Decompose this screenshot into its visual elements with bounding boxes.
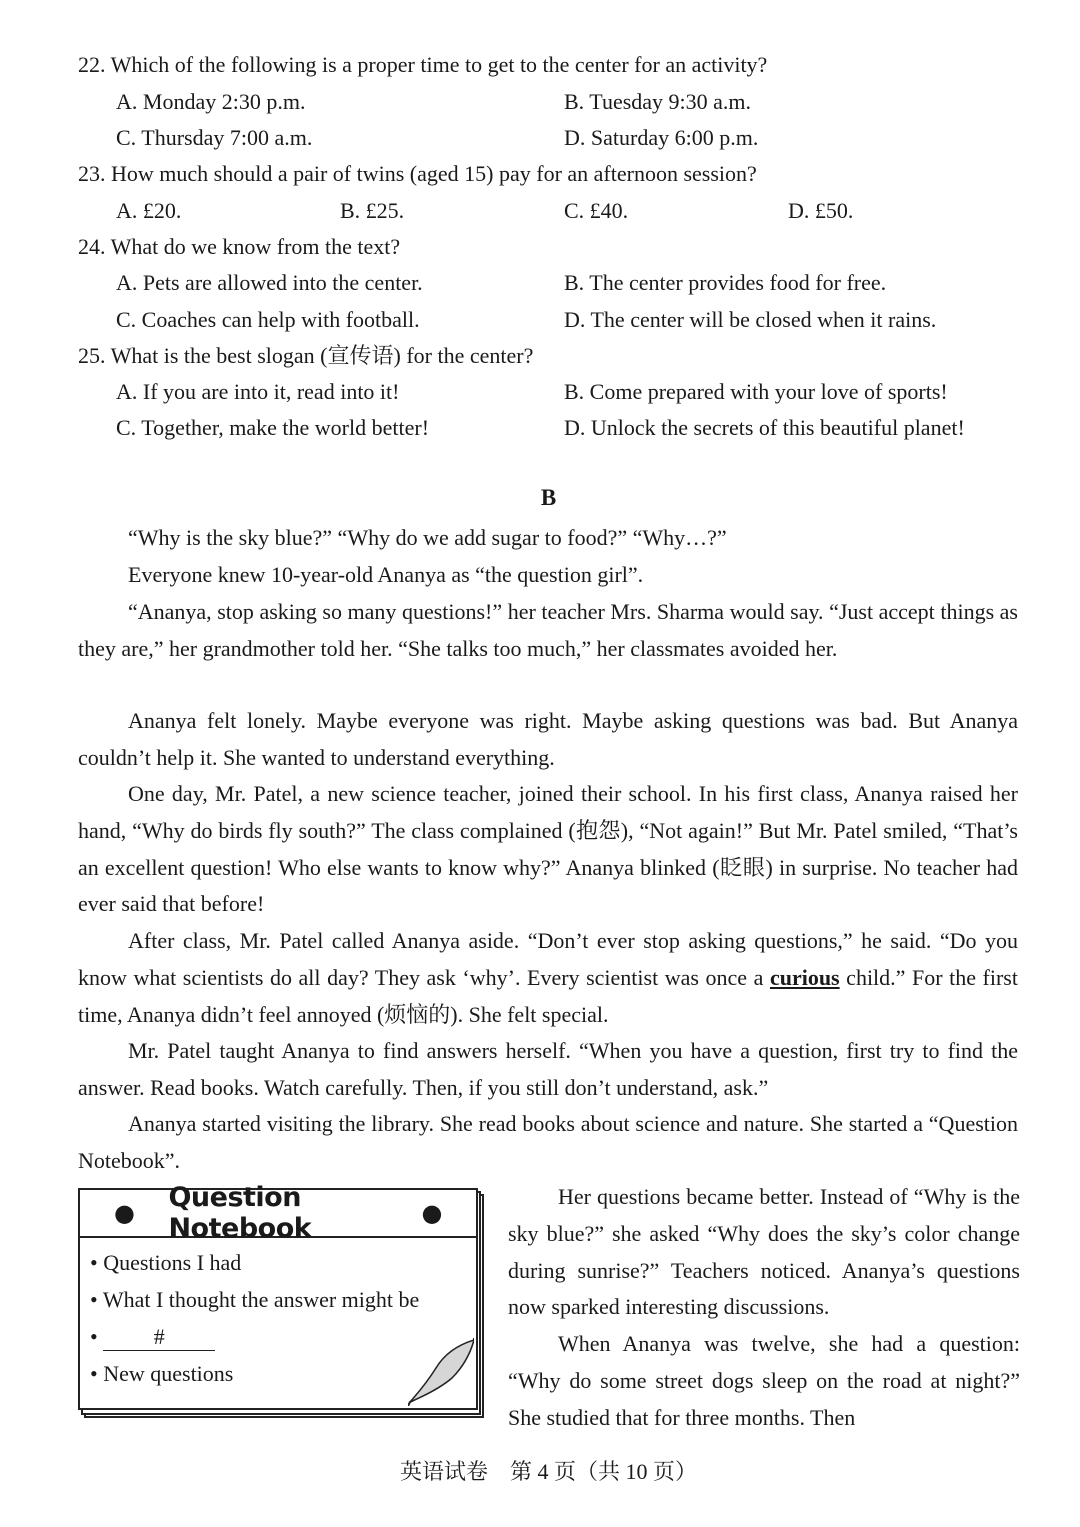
- question-25-option-a: A. If you are into it, read into it!: [116, 379, 400, 404]
- bullet-icon: ●: [421, 1199, 442, 1227]
- passage-paragraph: One day, Mr. Patel, a new science teacher, joined their school. In his first class, Ananya raised her hand, “Why do birds fly south?” The class complained (抱怨), “Not again!” But Mr. Patel smiled, “That’s an excellent question! Who else wants to know why?” Ananya blinked (眨眼) in surprise. No teacher had ever said that before!: [78, 781, 1018, 917]
- notebook-item-label: Questions I had: [103, 1250, 242, 1275]
- notebook-item-label: What I thought the answer might be: [102, 1287, 420, 1312]
- passage-paragraph: “Ananya, stop asking so many questions!” her teacher Mrs. Sharma would say. “Just accept things as they are,” her grandmother told her. “She talks too much,” her classmates avoided her.: [78, 599, 1018, 661]
- question-22-option-d: D. Saturday 6:00 p.m.: [564, 125, 759, 150]
- page-curl-icon: [408, 1338, 474, 1406]
- notebook-title: Question Notebook: [168, 1182, 312, 1244]
- question-25-option-d: D. Unlock the secrets of this beautiful planet!: [564, 415, 965, 440]
- passage-paragraph: Ananya felt lonely. Maybe everyone was right. Maybe asking questions was bad. But Ananya couldn’t help it. She wanted to understand everything.: [78, 708, 1018, 770]
- question-notebook-figure: [78, 1182, 480, 1416]
- passage-paragraph: “Why is the sky blue?” “Why do we add sugar to food?” “Why…?”: [128, 525, 727, 550]
- notebook-item: • What I thought the answer might be: [90, 1287, 420, 1312]
- question-24-stem: 24. What do we know from the text?: [78, 234, 401, 259]
- notebook-item-label: New questions: [103, 1361, 234, 1386]
- question-22-option-a: A. Monday 2:30 p.m.: [116, 89, 306, 114]
- question-24-option-b: B. The center provides food for free.: [564, 270, 887, 295]
- question-25-stem: 25. What is the best slogan (宣传语) for the center?: [78, 343, 534, 368]
- question-22-option-c: C. Thursday 7:00 a.m.: [116, 125, 313, 150]
- question-24-option-a: A. Pets are allowed into the center.: [116, 270, 423, 295]
- notebook-item: • Questions I had: [90, 1250, 242, 1275]
- notebook-item: • New questions: [90, 1361, 234, 1386]
- passage-paragraph: Her questions became better. Instead of “Why is the sky blue?” she asked “Why does the sky’s color change during sunrise?” Teachers noticed. Ananya’s questions now sparked interesting discussions.: [508, 1184, 1020, 1320]
- notebook-item-blank: • #: [90, 1318, 476, 1355]
- passage-paragraph-after-class: [78, 923, 1018, 1033]
- bullet-icon: ●: [114, 1199, 135, 1227]
- section-b-title: B: [540, 485, 557, 510]
- question-23-option-c: C. £40.: [564, 198, 629, 223]
- question-24-option-d: D. The center will be closed when it rains.: [564, 307, 937, 332]
- passage-paragraph: Ananya started visiting the library. She read books about science and nature. She started a “Question Notebook”.: [78, 1111, 1018, 1173]
- question-23-option-b: B. £25.: [340, 198, 405, 223]
- question-23-option-a: A. £20.: [116, 198, 182, 223]
- question-25-option-c: C. Together, make the world better!: [116, 415, 430, 440]
- paragraph-text: After class, Mr. Patel called Ananya aside. “Don’t ever stop asking questions,” he said. “Do you know what scientists do all day? They ask ‘why’. Every scientist was once a: [78, 928, 1018, 990]
- question-23-stem: 23. How much should a pair of twins (aged 15) pay for an afternoon session?: [78, 161, 757, 186]
- question-25-option-b: B. Come prepared with your love of sports!: [564, 379, 948, 404]
- question-22-stem: 22. Which of the following is a proper time to get to the center for an activity?: [78, 52, 768, 77]
- blank-line: #: [103, 1324, 215, 1351]
- question-22-option-b: B. Tuesday 9:30 a.m.: [564, 89, 752, 114]
- question-24-option-c: C. Coaches can help with football.: [116, 307, 420, 332]
- passage-paragraph: Everyone knew 10-year-old Ananya as “the question girl”.: [128, 562, 644, 587]
- passage-paragraph: Mr. Patel taught Ananya to find answers herself. “When you have a question, first try to find the answer. Read books. Watch carefully. Then, if you still don’t understand, ask.”: [78, 1038, 1018, 1100]
- paragraph-text: child.” For the first time, Ananya didn’t feel annoyed (烦恼的). She felt special.: [78, 964, 1018, 1027]
- passage-paragraph: When Ananya was twelve, she had a question: “Why do some street dogs sleep on the road at night?” She studied that for three months. Then: [508, 1331, 1020, 1430]
- page-footer: 英语试卷 第 4 页（共 10 页）: [399, 1459, 697, 1484]
- underlined-word: curious: [769, 964, 840, 990]
- question-23-option-d: D. £50.: [788, 198, 854, 223]
- notebook-header: [80, 1182, 476, 1244]
